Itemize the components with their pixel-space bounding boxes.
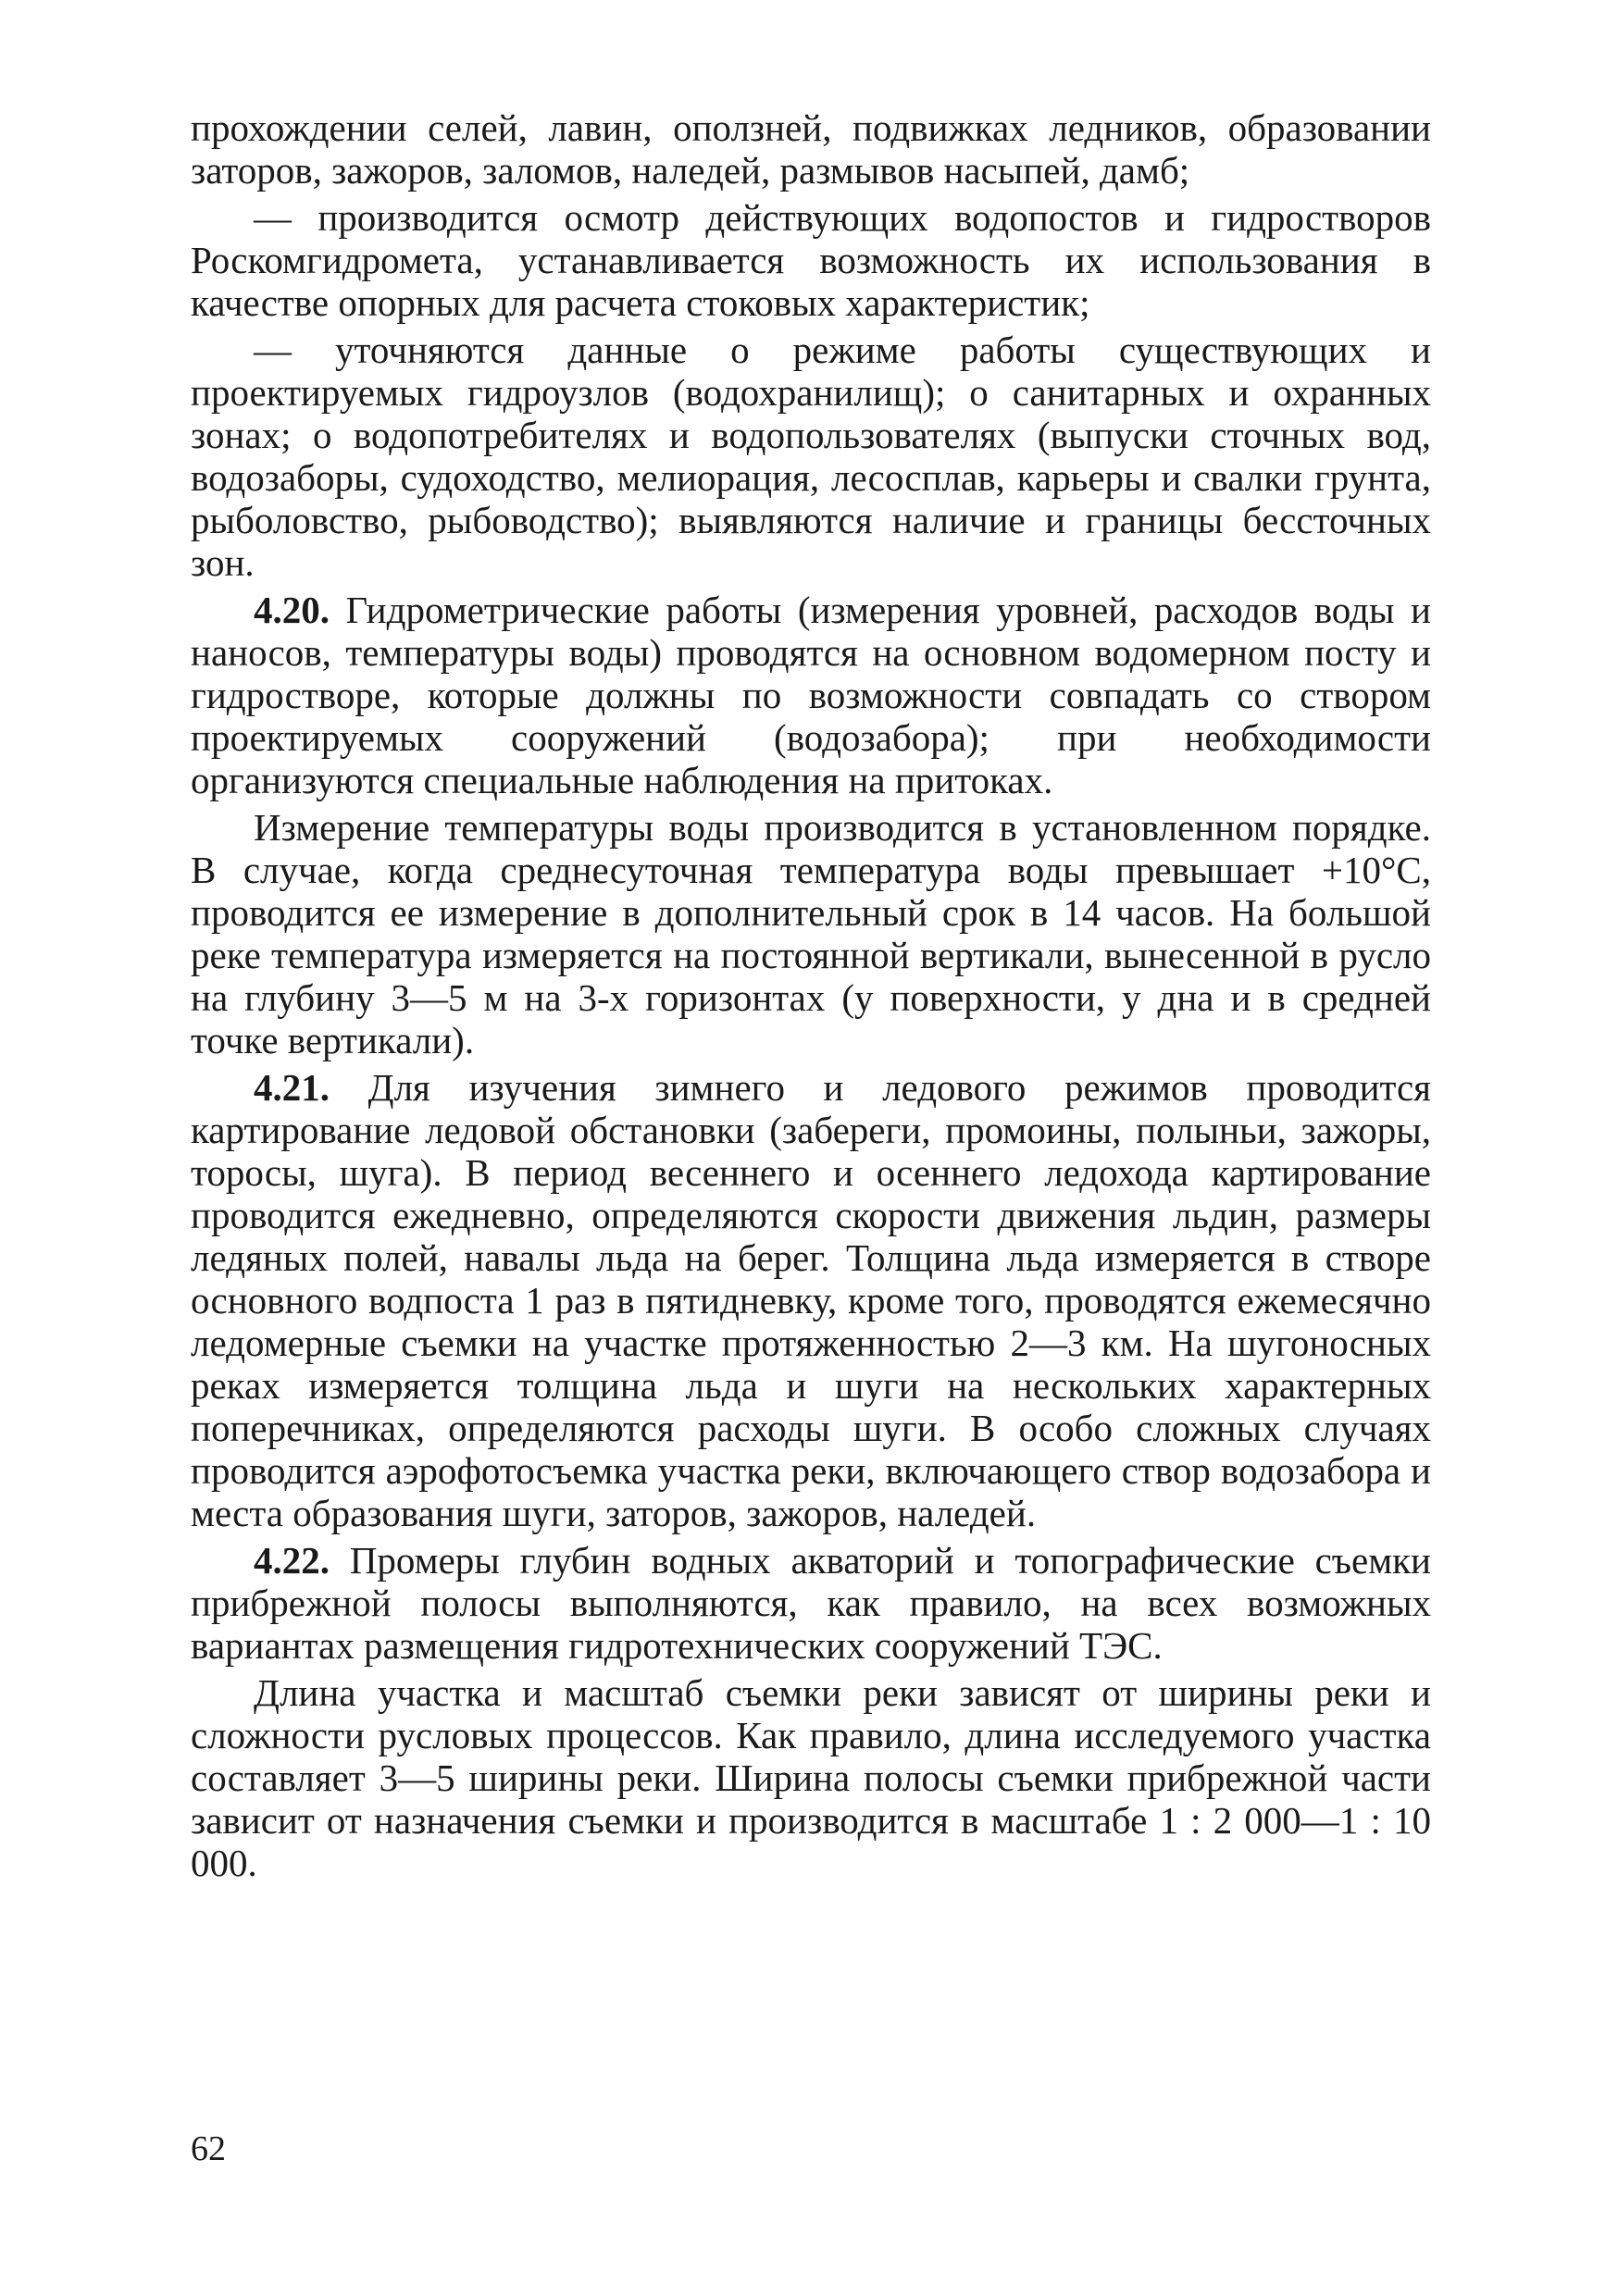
paragraph-continuation	[191, 106, 1431, 192]
section-4-22	[191, 1539, 1431, 1667]
paragraph-text: Длина участка и масштаб съемки реки зависят от ширины реки и сложности русловых процессов. Как правило, длина исследуемого участка составляет 3—5 ширины реки. Ширина полосы съемки прибрежной части зависит от назначения съемки и производится в масштабе 1 : 2 000—1 : 10 000.	[191, 1671, 1431, 1884]
paragraph-text: Для изучения зимнего и ледового режимов проводится картирование ледовой обстановки (забереги, промоины, полыньи, зажоры, торосы, шуга). В период весеннего и осеннего ледохода картирование проводится ежедневно, определяются скорости движения льдин, размеры ледяных полей, навалы льда на берег. Толщина льда измеряется в створе основного водпоста 1 раз в пятидневку, кроме того, проводятся ежемесячно ледомерные съемки на участке протяженностью 2—3 км. На шугоносных реках измеряется толщина льда и шуги на нескольких характерных поперечниках, определяются расходы шуги. В особо сложных случаях проводится аэрофотосъемка участка реки, включающего створ водозабора и места образования шуги, заторов, зажоров, наледей.	[191, 1066, 1432, 1534]
paragraph-list-item	[191, 196, 1431, 324]
paragraph	[191, 806, 1431, 1061]
paragraph-list-item	[191, 329, 1431, 584]
paragraph-text: — производится осмотр действующих водопостов и гидростворов Роскомгидромета, устанавливается возможность их использования в качестве опорных для расчета стоковых характеристик;	[191, 196, 1431, 324]
page-body-text	[191, 106, 1431, 1889]
paragraph	[191, 1671, 1431, 1884]
paragraph-text: Промеры глубин водных акваторий и топографические съемки прибрежной полосы выполняются, как правило, на всех возможных вариантах размещения гидротехнических сооружений ТЭС.	[191, 1539, 1432, 1667]
paragraph-text: — уточняются данные о режиме работы существующих и проектируемых гидроузлов (водохранилищ); о санитарных и охранных зонах; о водопотребителях и водопользователях (выпуски сточных вод, водозаборы, судоходство, мелиорация, лесосплав, карьеры и свалки грунта, рыболовство, рыбоводство); выявляются наличие и границы бессточных зон.	[191, 329, 1431, 584]
section-number: 4.22.	[254, 1539, 330, 1582]
section-number: 4.21.	[254, 1066, 330, 1109]
section-number: 4.20.	[254, 589, 330, 631]
paragraph-text: Измерение температуры воды производится в установленном порядке. В случае, когда среднесуточная температура воды превышает +10°С, проводится ее измерение в дополнительный срок в 14 часов. На большой реке температура измеряется на постоянной вертикали, вынесенной в русло на глубину 3—5 м на 3-х горизонтах (у поверхности, у дна и в средней точке вертикали).	[191, 806, 1431, 1061]
paragraph-text: Гидрометрические работы (измерения уровней, расходов воды и наносов, температуры воды) проводятся на основном водомерном посту и гидростворе, которые должны по возможности совпадать со створом проектируемых сооружений (водозабора); при необходимости организуются специальные наблюдения на притоках.	[191, 589, 1431, 801]
paragraph-text: прохождении селей, лавин, оползней, подвижках ледников, образовании заторов, зажоров, заломов, наледей, размывов насыпей, дамб;	[191, 106, 1431, 192]
section-4-20	[191, 589, 1431, 801]
page-number: 62	[191, 2129, 226, 2168]
section-4-21	[191, 1066, 1431, 1534]
